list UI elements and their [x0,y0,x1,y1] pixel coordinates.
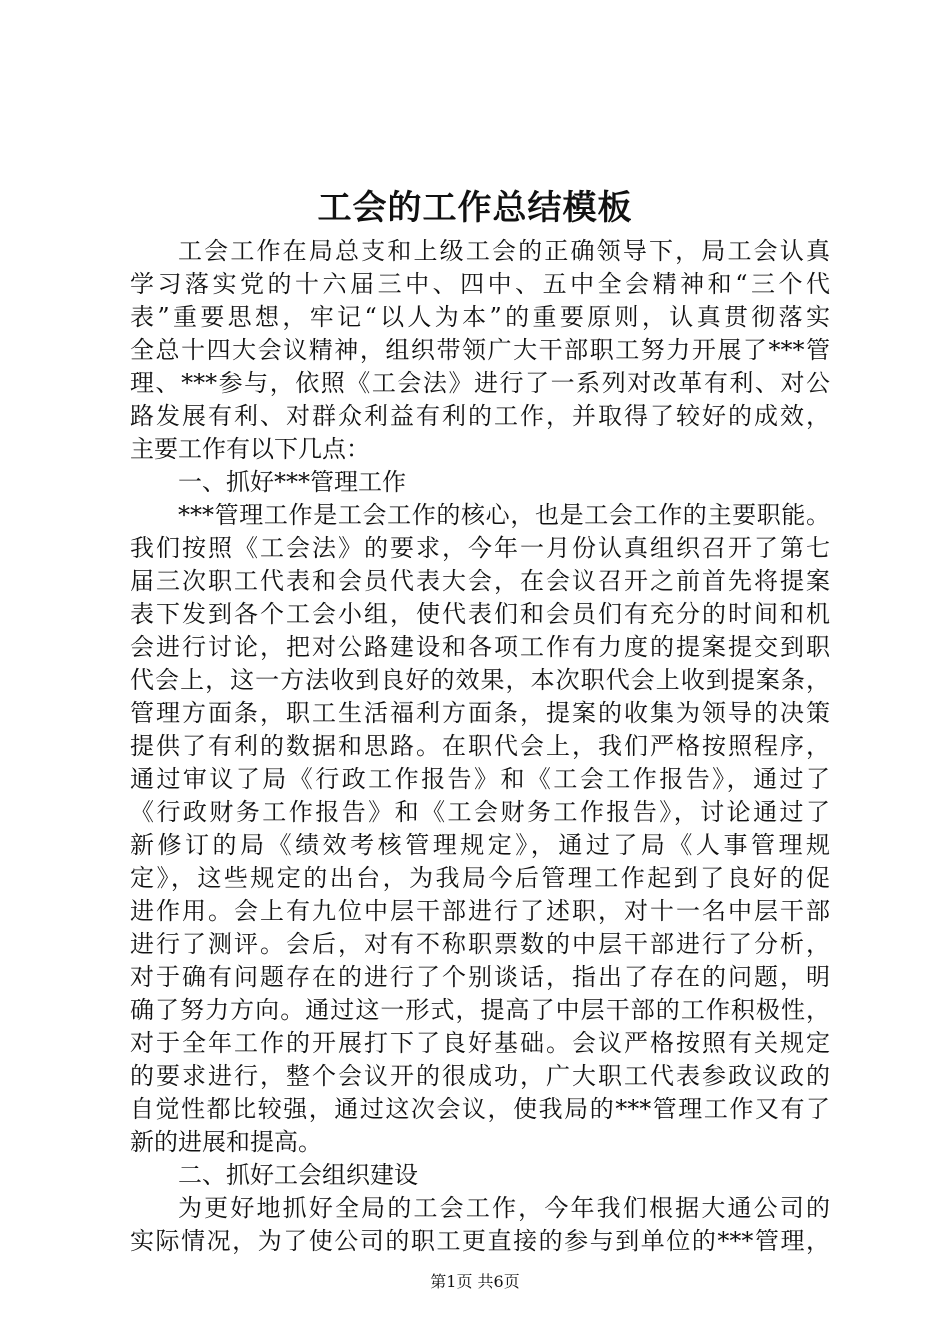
text-line: 进作用。会上有九位中层干部进行了述职，对十一名中层干部 [130,897,830,925]
text-line: 路发展有利、对群众利益有利的工作，并取得了较好的成效， [130,402,830,430]
text-line: 会进行讨论，把对公路建设和各项工作有力度的提案提交到职 [130,633,830,661]
document-body [130,235,830,1258]
text-line: 自觉性都比较强，通过这次会议，使我局的***管理工作又有了 [130,1095,830,1123]
document-title: 工会的工作总结模板 [317,188,633,228]
text-line: 对于全年工作的开展打下了良好基础。会议严格按照有关规定 [130,1029,830,1057]
text-line: 确了努力方向。通过这一形式，提高了中层干部的工作积极性， [130,996,830,1024]
text-line: 我们按照《工会法》的要求，今年一月份认真组织召开了第七 [130,534,830,562]
text-line: 管理方面条，职工生活福利方面条，提案的收集为领导的决策 [130,699,830,727]
text-line: 进行了测评。会后，对有不称职票数的中层干部进行了分析， [130,930,830,958]
text-line: 理、***参与，依照《工会法》进行了一系列对改革有利、对公 [130,369,830,397]
text-line: 对于确有问题存在的进行了个别谈话，指出了存在的问题，明 [130,963,830,991]
text-line: 为更好地抓好全局的工会工作，今年我们根据大通公司的 [178,1194,830,1222]
section-heading: 一、抓好***管理工作 [178,468,406,496]
text-line: 的要求进行，整个会议开的很成功，广大职工代表参政议政的 [130,1062,830,1090]
text-line: 《行政财务工作报告》和《工会财务工作报告》，讨论通过了 [130,798,830,826]
text-line: 表”重要思想，牢记“以人为本”的重要原则，认真贯彻落实 [130,303,830,331]
text-line: 新的进展和提高。 [130,1128,322,1156]
text-line: 主要工作有以下几点： [130,435,370,463]
text-line: 全总十四大会议精神，组织带领广大干部职工努力开展了***管 [130,336,830,364]
text-line: 通过审议了局《行政工作报告》和《工会工作报告》，通过了 [130,765,830,793]
text-line: ***管理工作是工会工作的核心，也是工会工作的主要职能。 [178,501,830,529]
text-line: 工会工作在局总支和上级工会的正确领导下，局工会认真 [178,237,830,265]
text-line: 学习落实党的十六届三中、四中、五中全会精神和“三个代 [130,270,830,298]
text-line: 代会上，这一方法收到良好的效果，本次职代会上收到提案条， [130,666,830,694]
text-line: 届三次职工代表和会员代表大会，在会议召开之前首先将提案 [130,567,830,595]
text-line: 实际情况，为了使公司的职工更直接的参与到单位的***管理， [130,1227,830,1255]
section-heading: 二、抓好工会组织建设 [178,1161,418,1189]
page-footer: 第1页 共6页 [430,1272,520,1291]
text-line: 新修订的局《绩效考核管理规定》，通过了局《人事管理规 [130,831,830,859]
text-line: 定》，这些规定的出台，为我局今后管理工作起到了良好的促 [130,864,830,892]
text-line: 表下发到各个工会小组，使代表们和会员们有充分的时间和机 [130,600,830,628]
text-line: 提供了有利的数据和思路。在职代会上，我们严格按照程序， [130,732,830,760]
